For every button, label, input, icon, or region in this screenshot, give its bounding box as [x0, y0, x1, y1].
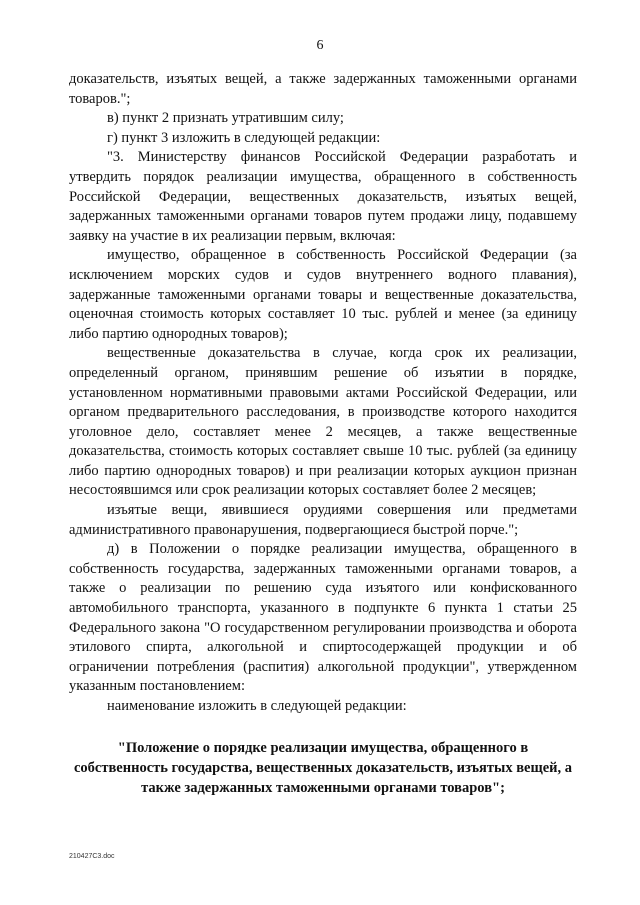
paragraph: в) пункт 2 признать утратившим силу; — [107, 110, 344, 127]
paragraph: изъятые вещи, явившиеся орудиями совершения или предметами административного правонарушения, подвергающиеся быстрой порче."; — [69, 502, 577, 538]
paragraph: имущество, обращенное в собственность Российской Федерации (за исключением морских судов и судов внутреннего водного плавания), задержанные таможенными органами товары и вещественные доказательства, оценочная стоимость которых составляет 10 тыс. рублей и менее (за единицу либо партию однородных товаров); — [69, 247, 577, 342]
file-name-footer: 210427С3.doc — [69, 853, 115, 860]
paragraph: г) пункт 3 изложить в следующей редакции: — [107, 129, 381, 146]
page-number: 6 — [316, 38, 324, 53]
paragraph: "3. Министерству финансов Российской Федерации разработать и утвердить порядок реализации имущества, обращенного в собственность Российской Федерации, вещественных доказательств, изъятых вещей, задержанных таможенными органами товаров путем продажи лицу, подавшему заявку на участие в их реализации первым, включая: — [69, 149, 577, 244]
paragraph: доказательств, изъятых вещей, а также задержанных таможенными органами товаров."; — [69, 71, 577, 107]
section-heading: "Положение о порядке реализации имущества, обращенного в собственность государства, вещественных доказательств, изъятых вещей, а также задержанных таможенными органами товаров"; — [73, 740, 573, 796]
paragraph: вещественные доказательства в случае, когда срок их реализации, определенный органом, принявшим решение об изъятии в порядке, установленном нормативными правовыми актами Российской Федерации, или органом предварительного расследования, в производстве которого находится уголовное дело, составляет менее 2 месяцев, а также вещественные доказательства, стоимость которых составляет свыше 10 тыс. рублей (за единицу либо партию однородных товаров) и при реализации которых аукцион признан несостоявшимся или срок реализации которых составляет более 2 месяцев; — [69, 345, 577, 499]
document-body — [69, 70, 577, 717]
paragraph: д) в Положении о порядке реализации имущества, обращенного в собственность государства, задержанных таможенными органами товаров, а также о реализации по решению суда изъятого или конфискованного автомобильного транспорта, указанного в подпункте 6 пункта 1 статьи 25 Федерального закона "О государственном регулировании производства и оборота этилового спирта, алкогольной и спиртосодержащей продукции и об ограничении потребления (распития) алкогольной продукции", утвержденном указанным постановлением: — [69, 541, 577, 695]
paragraph: наименование изложить в следующей редакции: — [107, 698, 407, 714]
